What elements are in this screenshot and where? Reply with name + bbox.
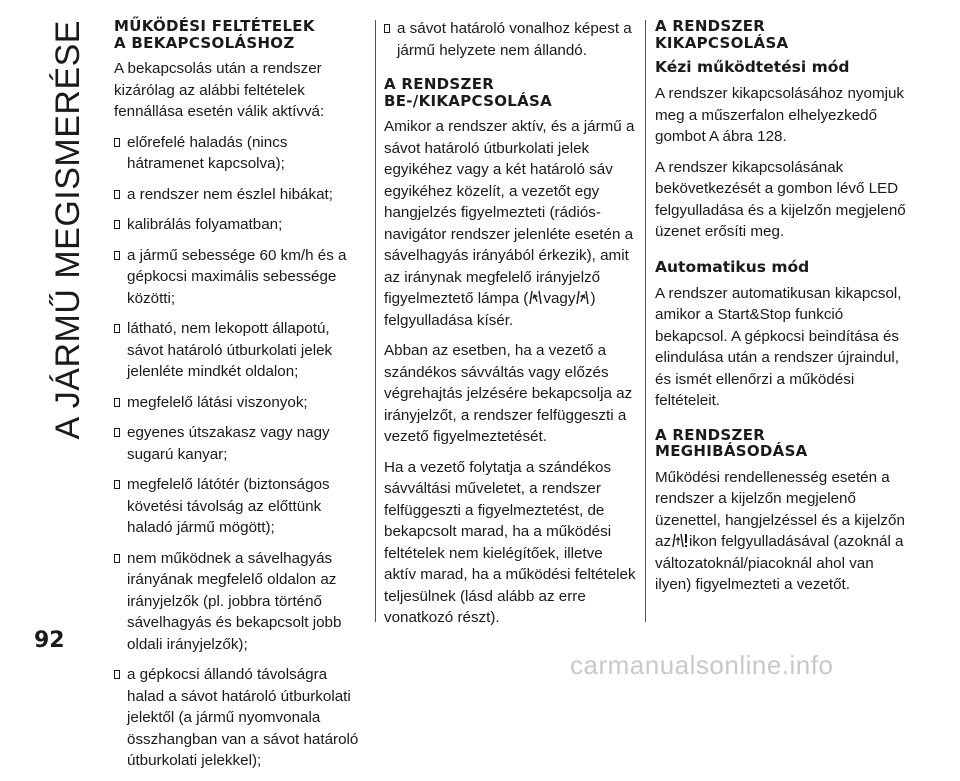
heading-system-on-off: A RENDSZER BE-/KIKAPCSOLÁSA	[384, 75, 553, 110]
list-item: egyenes útszakasz vagy nagy sugarú kanyar;	[114, 422, 368, 465]
list-item: előrefelé haladás (nincs hátramenet kapcsolva);	[114, 132, 368, 175]
subheading-automatic-mode: Automatikus mód	[655, 257, 810, 276]
list-item: megfelelő látási viszonyok;	[114, 392, 368, 414]
column-divider-1	[375, 20, 376, 622]
side-section-title	[38, 20, 98, 580]
col2-paragraph-2: Abban az esetben, ha a vezető a szándékos sávváltás vagy előzés végrehajtás jelzésére bekapcsolja az irányjelzőt, a rendszer felfüggeszti a vezető figyelmeztetését.	[384, 342, 633, 445]
col3-paragraph-2: A rendszer kikapcsolásának bekövetkezését a gombon lévő LED felgyulladása és a kijelzőn megjelenő üzenet erősíti meg.	[655, 158, 906, 240]
column-divider-2	[645, 20, 646, 622]
checkbox-bullet-icon	[114, 554, 120, 563]
subheading-manual-mode: Kézi működtetési mód	[655, 58, 850, 76]
checkbox-bullet-icon	[114, 428, 120, 437]
checkbox-bullet-icon	[114, 251, 120, 260]
lane-departure-left-icon	[529, 290, 542, 305]
conditions-list	[114, 132, 368, 772]
checkbox-bullet-icon	[114, 220, 120, 229]
side-title-text: A JÁRMŰ MEGISMERÉSE	[49, 20, 87, 440]
column-1	[114, 18, 368, 781]
list-item: a jármű sebessége 60 km/h és a gépkocsi maximális sebessége közötti;	[114, 245, 368, 310]
heading-system-fault: A RENDSZER MEGHIBÁSODÁSA	[655, 425, 808, 460]
col3-paragraph-3: A rendszer automatikusan kikapcsol, amikor a Start&Stop funkció bekapcsol. A gépkocsi beindítása és elindulása után a rendszer újraindul, és ismét ellenőrzi a működési feltételeit.	[655, 284, 902, 409]
list-item: megfelelő látótér (biztonságos követési távolság az előttünk haladó jármű mögött);	[114, 474, 368, 539]
checkbox-bullet-icon	[114, 138, 120, 147]
watermark: carmanualsonline.info	[570, 650, 834, 680]
conditions-list-continued	[384, 18, 638, 61]
checkbox-bullet-icon	[114, 480, 120, 489]
list-item: nem működnek a sávelhagyás irányának megfelelő oldalon az irányjelzők (pl. jobbra történő sávelhagyás és bekapcsolt jobb oldali irányjelzők);	[114, 548, 368, 656]
col2-paragraph-3: Ha a vezető folytatja a szándékos sávváltási műveletet, a rendszer felfüggeszti a figyelmeztetést, de bekapcsolt marad, ha a működési feltételek nem kielégítőek, illetve aktív marad, ha a működési feltételek teljesülnek (lásd alább az erre vonatkozó részt).	[384, 458, 636, 626]
col3-paragraph-4: Működési rendellenesség esetén a rendszer a kijelzőn megjelenő üzenettel, hangjelzéssel és a kijelzőn az ikon felgyulladásával (azoknál a változatoknál/piacoknál ahol van ilyen) figyelmezteti a vezetőt.	[655, 468, 905, 593]
checkbox-bullet-icon	[384, 24, 390, 33]
col3-paragraph-1: A rendszer kikapcsolásához nyomjuk meg a műszerfalon elhelyezkedő gombot A ábra 128.	[655, 85, 905, 145]
lane-departure-right-icon	[576, 290, 589, 305]
col1-intro: A bekapcsolás után a rendszer kizárólag az alábbi feltételek fennállása esetén válik aktívvá:	[114, 60, 325, 120]
lane-warning-fault-icon	[672, 533, 688, 548]
checkbox-bullet-icon	[114, 190, 120, 199]
checkbox-bullet-icon	[114, 670, 120, 679]
list-item: látható, nem lekopott állapotú, sávot határoló útburkolati jelek jelenléte mindkét oldalon;	[114, 318, 368, 383]
col2-paragraph-1: Amikor a rendszer aktív, és a jármű a sávot határoló útburkolati jelek egyikéhez vagy a két határoló sáv egyikéhez közelít, a vezetőt egy hangjelzés figyelmezteti (rádiós-navigátor rendszer jelenléte esetén a sávelhagyás irányából érkezik), amit az iránynak megfelelő irányjelző figyelmeztető lámpa ( vagy ) felgyulladása kísér.	[384, 118, 635, 329]
checkbox-bullet-icon	[114, 324, 120, 333]
list-item: a gépkocsi állandó távolságra halad a sávot határoló útburkolati jelektől (a jármű nyomvonala összhangban van a sávot határoló útburkolati jelekkel);	[114, 664, 368, 772]
checkbox-bullet-icon	[114, 398, 120, 407]
list-item: a rendszer nem észlel hibákat;	[114, 184, 368, 206]
heading-system-shutdown: A RENDSZER KIKAPCSOLÁSA	[655, 17, 789, 52]
column-2	[384, 18, 638, 638]
page-number: 92	[34, 628, 65, 653]
list-item: a sávot határoló vonalhoz képest a jármű helyzete nem állandó.	[384, 18, 638, 61]
list-item: kalibrálás folyamatban;	[114, 214, 368, 236]
heading-operating-conditions: MŰKÖDÉSI FELTÉTELEK A BEKAPCSOLÁSHOZ	[114, 17, 315, 52]
column-3	[655, 18, 909, 605]
